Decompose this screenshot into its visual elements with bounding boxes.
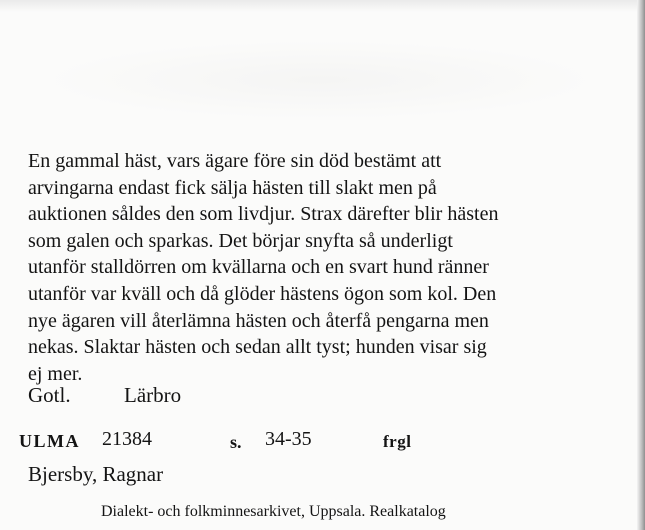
place-label: Lärbro [124, 383, 182, 407]
page-prefix: s. [230, 432, 242, 452]
card-body-text [28, 148, 628, 385]
page-range: 34-35 [265, 428, 312, 450]
body-line: auktionen såldes den som livdjur. Strax därefter blir hästen [28, 203, 499, 226]
body-line: nekas. Slaktar hästen och sedan allt tyst; hunden visar sig [28, 336, 487, 359]
parish-label: Gotl. [28, 383, 71, 407]
body-line: som galen och sparkas. Det börjar snyfta så underligt [28, 229, 453, 252]
record-number: 21384 [102, 428, 152, 450]
card-top-shadow [0, 0, 645, 12]
paper-smudge [40, 40, 600, 120]
category-code: frgl [383, 432, 412, 451]
body-line: arvingarna endast fick sälja hästen till slakt men på [28, 176, 437, 199]
collector-name: Bjersby, Ragnar [28, 462, 164, 486]
body-line: utanför stalldörren om kvällarna och en svart hund ränner [28, 256, 489, 279]
body-line: nye ägaren vill återlämna hästen och återfå pengarna men [28, 309, 489, 332]
archive-code: ULMA [19, 431, 80, 451]
archive-footer: Dialekt- och folkminnesarkivet, Uppsala. Realkatalog [101, 503, 446, 520]
body-line: ej mer. [28, 362, 83, 385]
card-right-edge [637, 0, 645, 530]
body-line: En gammal häst, vars ägare före sin död bestämt att [28, 150, 442, 172]
body-line: utanför var kväll och då glöder hästens ögon som kol. Den [28, 282, 497, 305]
